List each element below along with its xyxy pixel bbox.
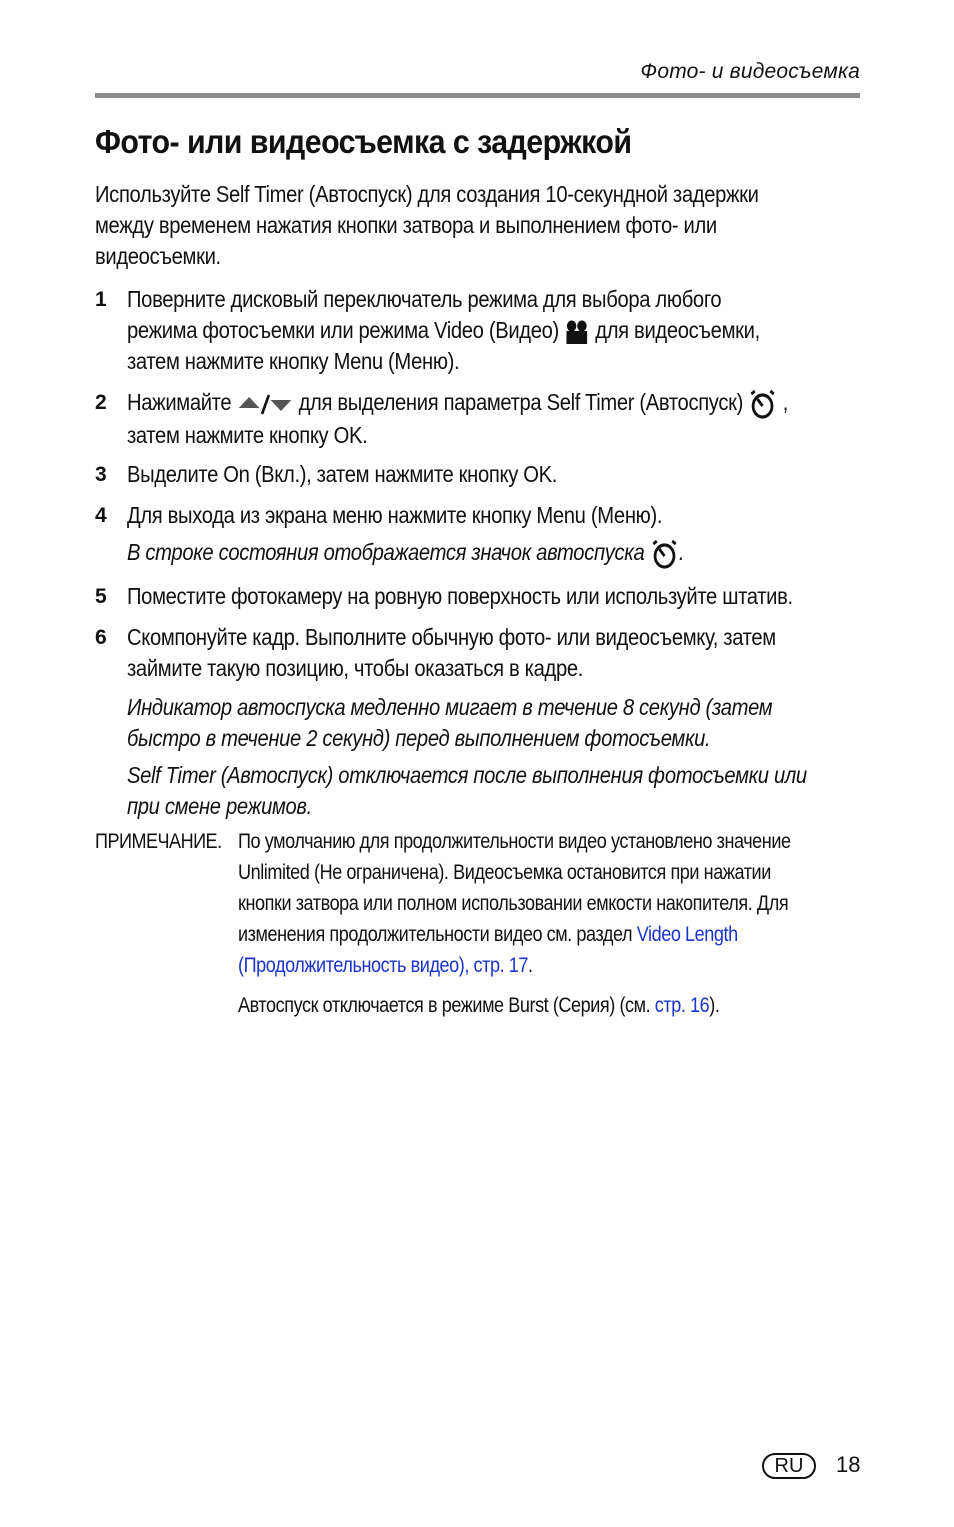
- step-5: [95, 581, 870, 612]
- note-line: кнопки затвора или полном использовании емкости накопителя. Для: [238, 892, 789, 915]
- note-text-fragment: Автоспуск отключается в режиме Burst (Серия) (см.: [238, 994, 655, 1017]
- step-number: 5: [95, 585, 107, 608]
- step-3: [95, 459, 870, 490]
- intro-line: между временем нажатия кнопки затвора и выполнением фото- или: [95, 212, 717, 238]
- note-line: [238, 950, 857, 981]
- step-text-fragment: ,: [782, 389, 789, 415]
- note-line: По умолчанию для продолжительности видео установлено значение: [238, 830, 791, 853]
- step-text-fragment: Нажимайте: [127, 389, 232, 415]
- step-result: [127, 537, 884, 570]
- result-line: Self Timer (Автоспуск) отключается после выполнения фотосъемки или: [127, 762, 807, 788]
- step-line: [127, 315, 884, 346]
- step-line: Скомпонуйте кадр. Выполните обычную фото- или видеосъемку, затем: [127, 624, 776, 650]
- step-number: 2: [95, 391, 107, 414]
- video-length-link[interactable]: Video Length: [636, 923, 738, 946]
- step-line: Поместите фотокамеру на ровную поверхность или используйте штатив.: [127, 583, 793, 609]
- intro-line: Используйте Self Timer (Автоспуск) для создания 10-секундной задержки: [95, 181, 759, 207]
- steps-list: [95, 284, 870, 832]
- step-1: [95, 284, 870, 377]
- step-line: Для выхода из экрана меню нажмите кнопку Menu (Меню).: [127, 502, 663, 528]
- note-text-fragment: .: [527, 954, 533, 977]
- up-down-arrows-icon: [237, 392, 294, 416]
- step-result: [127, 760, 884, 822]
- note-body: [238, 826, 840, 1030]
- note-text-fragment: изменения продолжительности видео см. раздел: [238, 923, 633, 946]
- page-number: 18: [836, 1452, 861, 1477]
- video-length-page-link[interactable]: (Продолжительность видео), стр. 17: [238, 954, 528, 977]
- step-line: затем нажмите кнопку Menu (Меню).: [127, 348, 460, 374]
- step-number: 3: [95, 463, 107, 486]
- burst-page-link[interactable]: стр. 16: [654, 994, 710, 1017]
- video-camera-icon: [564, 319, 590, 345]
- step-number: 1: [95, 288, 107, 311]
- step-text-fragment: для видеосъемки,: [595, 317, 760, 343]
- result-line: быстро в течение 2 секунд) перед выполнением фотосъемки.: [127, 725, 711, 751]
- step-number: 6: [95, 626, 107, 649]
- step-line: Выделите On (Вкл.), затем нажмите кнопку OK.: [127, 461, 558, 487]
- step-line: [127, 387, 884, 420]
- intro-line: видеосъемки.: [95, 243, 221, 269]
- step-line: затем нажмите кнопку OK.: [127, 421, 368, 448]
- step-text-fragment: режима фотосъемки или режима Video (Видео): [127, 317, 559, 343]
- step-result: [127, 692, 884, 754]
- intro-paragraph: [95, 179, 885, 272]
- note-line: Unlimited (Не ограничена). Видеосъемка остановится при нажатии: [238, 861, 771, 884]
- step-text-fragment: .: [678, 539, 685, 565]
- note-line: [238, 919, 857, 950]
- step-line: Поверните дисковый переключатель режима для выбора любого: [127, 286, 722, 312]
- running-header: Фото- и видеосъемка: [640, 60, 860, 83]
- note-text-fragment: ).: [709, 994, 720, 1017]
- note-paragraph: [238, 990, 857, 1021]
- page-footer: [762, 1450, 862, 1484]
- self-timer-icon: [650, 538, 679, 570]
- step-4: [95, 500, 870, 571]
- header-divider: [95, 93, 860, 98]
- result-line: Индикатор автоспуска медленно мигает в течение 8 секунд (затем: [127, 694, 773, 720]
- note-label: ПРИМЕЧАНИЕ.: [95, 830, 222, 853]
- page-title: Фото- или видеосъемка с задержкой: [95, 123, 632, 160]
- step-2: [95, 387, 870, 449]
- step-text-fragment: для выделения параметра Self Timer (Автоспуск): [298, 389, 743, 415]
- language-badge: RU: [762, 1453, 816, 1479]
- result-line: при смене режимов.: [127, 793, 312, 819]
- step-6: [95, 622, 870, 822]
- step-line: займите такую позицию, чтобы оказаться в кадре.: [127, 655, 584, 681]
- step-number: 4: [95, 504, 107, 527]
- self-timer-icon: [748, 388, 777, 420]
- note-paragraph: [238, 826, 857, 981]
- step-text-fragment: В строке состояния отображается значок автоспуска: [127, 539, 645, 565]
